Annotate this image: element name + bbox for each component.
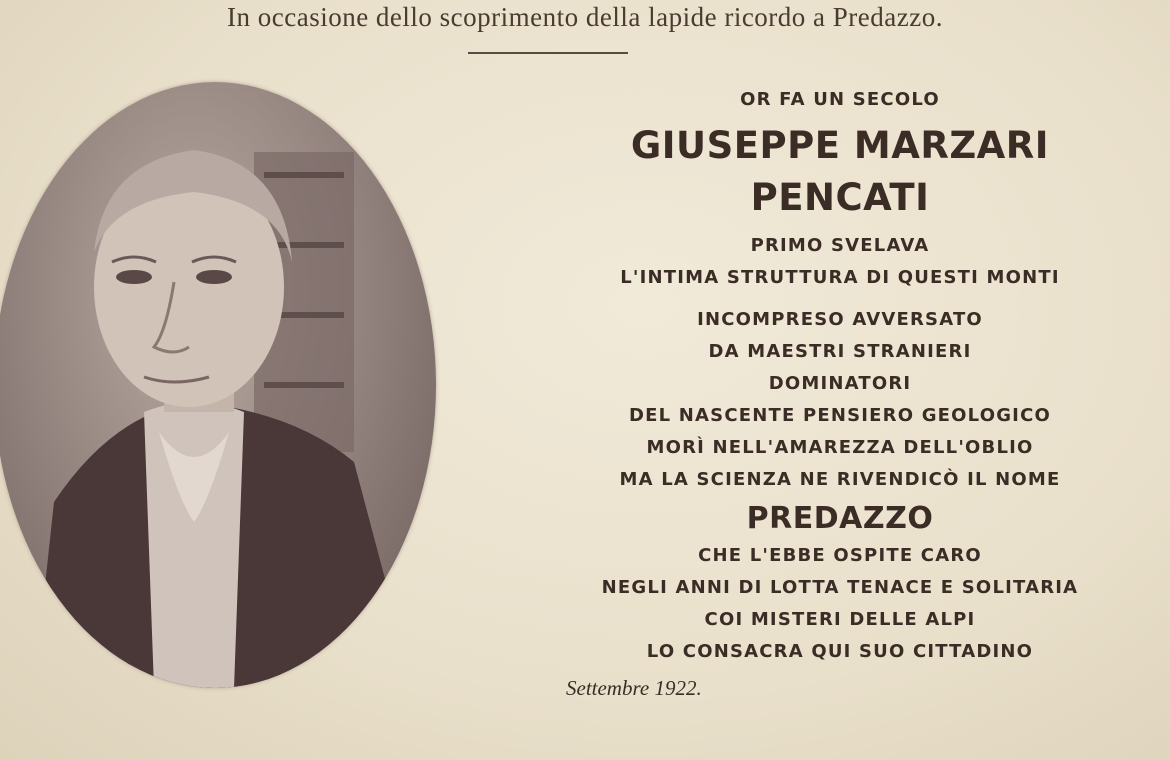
inscription-line: COI MISTERI DELLE ALPI xyxy=(704,609,976,630)
inscription-line: CHE L'EBBE OSPITE CARO xyxy=(698,545,982,566)
inscription-place: PREDAZZO xyxy=(746,501,934,536)
header-rule xyxy=(468,52,628,54)
header-text: In occasione dello scoprimento della lapide ricordo a Predazzo. xyxy=(227,2,943,32)
inscription-line: LO CONSACRA QUI SUO CITTADINO xyxy=(646,641,1034,662)
inscription xyxy=(560,84,1120,668)
inscription-line: INCOMPRESO AVVERSATO xyxy=(697,309,983,330)
inscription-line: NEGLI ANNI DI LOTTA TENACE E SOLITARIA xyxy=(601,577,1079,598)
inscription-line: MA LA SCIENZA NE RIVENDICÒ IL NOME xyxy=(619,469,1061,490)
inscription-line: PRIMO SVELAVA xyxy=(750,235,930,256)
inscription-line: DEL NASCENTE PENSIERO GEOLOGICO xyxy=(629,405,1051,426)
portrait-illustration xyxy=(0,82,436,688)
inscription-line-intro: OR FA UN SECOLO xyxy=(740,89,940,110)
inscription-name: GIUSEPPE MARZARI PENCATI xyxy=(630,124,1050,219)
inscription-line: DA MAESTRI STRANIERI xyxy=(708,341,972,362)
inscription-date: Settembre 1922. xyxy=(566,676,702,700)
portrait-oval xyxy=(0,82,436,688)
inscription-line: DOMINATORI xyxy=(768,373,912,394)
inscription-line: MORÌ NELL'AMAREZZA DELL'OBLIO xyxy=(646,437,1034,458)
inscription-line: L'INTIMA STRUTTURA DI QUESTI MONTI xyxy=(620,267,1060,288)
